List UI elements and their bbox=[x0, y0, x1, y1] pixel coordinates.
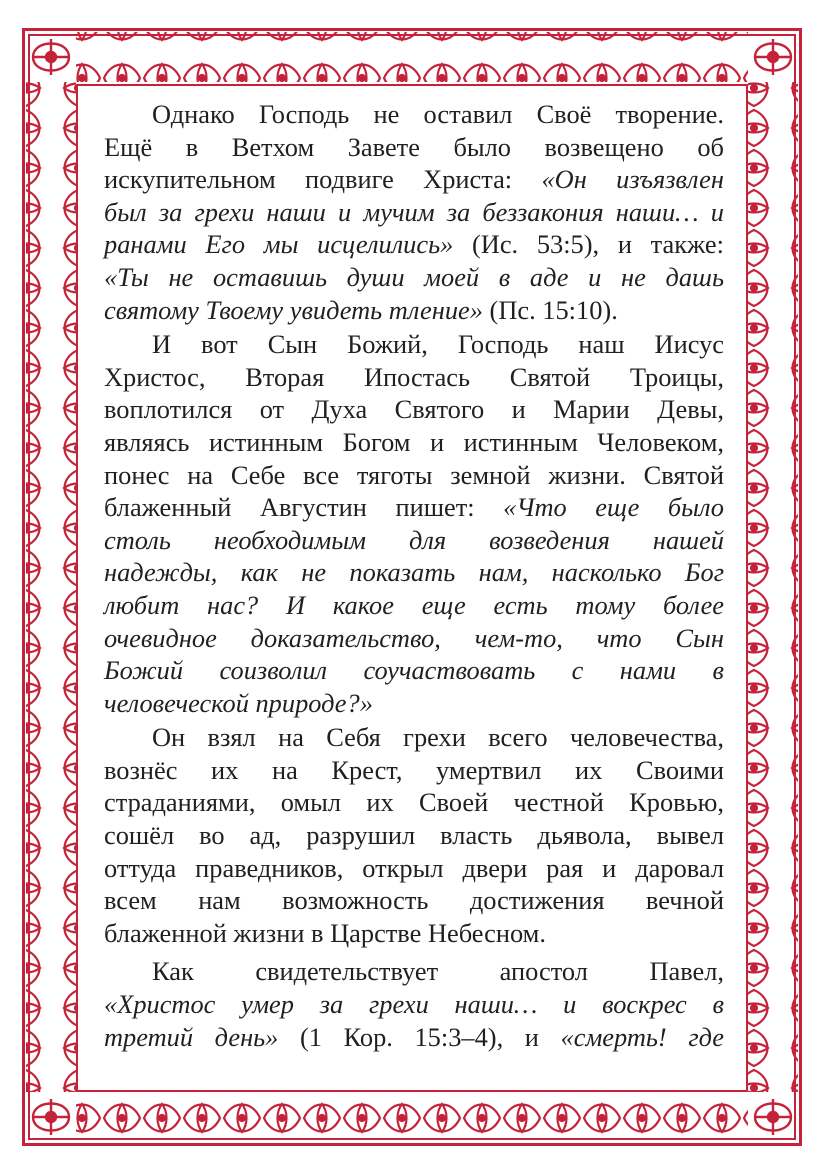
quote-text: «Ты не оставишь души моей в аде и не дашь bbox=[104, 261, 724, 292]
text-segment: всем нам возможность достижения вечной bbox=[104, 885, 724, 916]
text-line bbox=[104, 426, 724, 459]
text-line bbox=[104, 131, 724, 164]
text-line bbox=[104, 988, 724, 1021]
quote-text: любит нас? И какое еще есть тому более bbox=[104, 589, 724, 620]
text-line bbox=[104, 196, 724, 229]
quote-text: очевидное доказательство, чем-то, что Сын bbox=[104, 622, 724, 653]
text-line bbox=[104, 884, 724, 917]
text-line bbox=[104, 491, 724, 524]
quote-text: святому Твоему увидеть тление» bbox=[104, 294, 483, 325]
text-line bbox=[104, 228, 724, 261]
text-line bbox=[104, 524, 724, 557]
text-segment: Он взял на Себя грехи всего человечества, bbox=[152, 722, 724, 753]
body-text bbox=[104, 98, 724, 1053]
quote-text: «Что еще было bbox=[503, 492, 724, 523]
text-segment: Ещё в Ветхом Завете было возвещено об bbox=[104, 131, 724, 162]
text-line bbox=[104, 721, 724, 754]
text-segment: вознёс их на Крест, умертвил их Своими bbox=[104, 754, 724, 785]
text-segment: понес на Себе все тяготы земной жизни. Святой bbox=[104, 459, 724, 490]
text-line bbox=[104, 589, 724, 622]
text-line bbox=[104, 654, 724, 687]
text-line bbox=[104, 955, 724, 988]
text-line bbox=[104, 687, 724, 720]
quote-text: столь необходимым для возведения нашей bbox=[104, 524, 724, 555]
text-segment: Христос, Вторая Ипостась Святой Троицы, bbox=[104, 361, 724, 392]
text-line bbox=[104, 393, 724, 426]
text-line bbox=[104, 361, 724, 394]
text-line bbox=[104, 1021, 724, 1054]
text-segment: (Ис. 53:5), и также: bbox=[453, 229, 724, 260]
quote-text: третий день» bbox=[104, 1021, 279, 1052]
text-line bbox=[104, 852, 724, 885]
text-line bbox=[104, 163, 724, 196]
quote-text: «Христос умер за грехи наши… и воскрес в bbox=[104, 989, 724, 1020]
text-line bbox=[104, 328, 724, 361]
text-segment: сошёл во ад, разрушил власть дьявола, вывел bbox=[104, 820, 724, 851]
text-segment: И вот Сын Божий, Господь наш Иисус bbox=[152, 329, 724, 360]
quote-text: человеческой природе?» bbox=[104, 687, 373, 718]
text-segment: страданиями, омыл их Своей честной Кровью, bbox=[104, 787, 724, 818]
text-segment: воплотился от Духа Святого и Марии Девы, bbox=[104, 394, 724, 425]
text-line bbox=[104, 98, 724, 131]
text-segment: Однако Господь не оставил Своё творение. bbox=[152, 99, 724, 129]
quote-text: Божий соизволил соучаствовать с нами в bbox=[104, 655, 724, 686]
quote-text: «смерть! где bbox=[560, 1021, 724, 1052]
text-line bbox=[104, 261, 724, 294]
text-line bbox=[104, 622, 724, 655]
text-segment: блаженный Августин пишет: bbox=[104, 492, 504, 523]
text-segment: блаженной жизни в Царстве Небесном. bbox=[104, 917, 546, 948]
text-line bbox=[104, 819, 724, 852]
text-segment: искупительном подвиге Христа: bbox=[104, 164, 542, 195]
text-line bbox=[104, 294, 724, 327]
text-line bbox=[104, 754, 724, 787]
text-line bbox=[104, 459, 724, 492]
text-segment: являясь истинным Богом и истинным Человеком, bbox=[104, 426, 724, 457]
quote-text: надежды, как не показать нам, насколько Бог bbox=[104, 557, 724, 588]
text-line bbox=[104, 917, 724, 950]
quote-text: «Он изъязвлен bbox=[541, 164, 724, 195]
text-line bbox=[104, 786, 724, 819]
text-segment: оттуда праведников, открыл двери рая и даровал bbox=[104, 852, 724, 883]
text-segment: (Пс. 15:10). bbox=[482, 294, 618, 325]
text-segment: (1 Кор. 15:3–4), и bbox=[278, 1021, 561, 1052]
text-line bbox=[104, 556, 724, 589]
quote-text: был за грехи наши и мучим за беззакония наши… и bbox=[104, 196, 724, 227]
text-segment: Как свидетельствует апостол Павел, bbox=[152, 956, 724, 987]
quote-text: ранами Его мы исцелились» bbox=[104, 229, 454, 260]
